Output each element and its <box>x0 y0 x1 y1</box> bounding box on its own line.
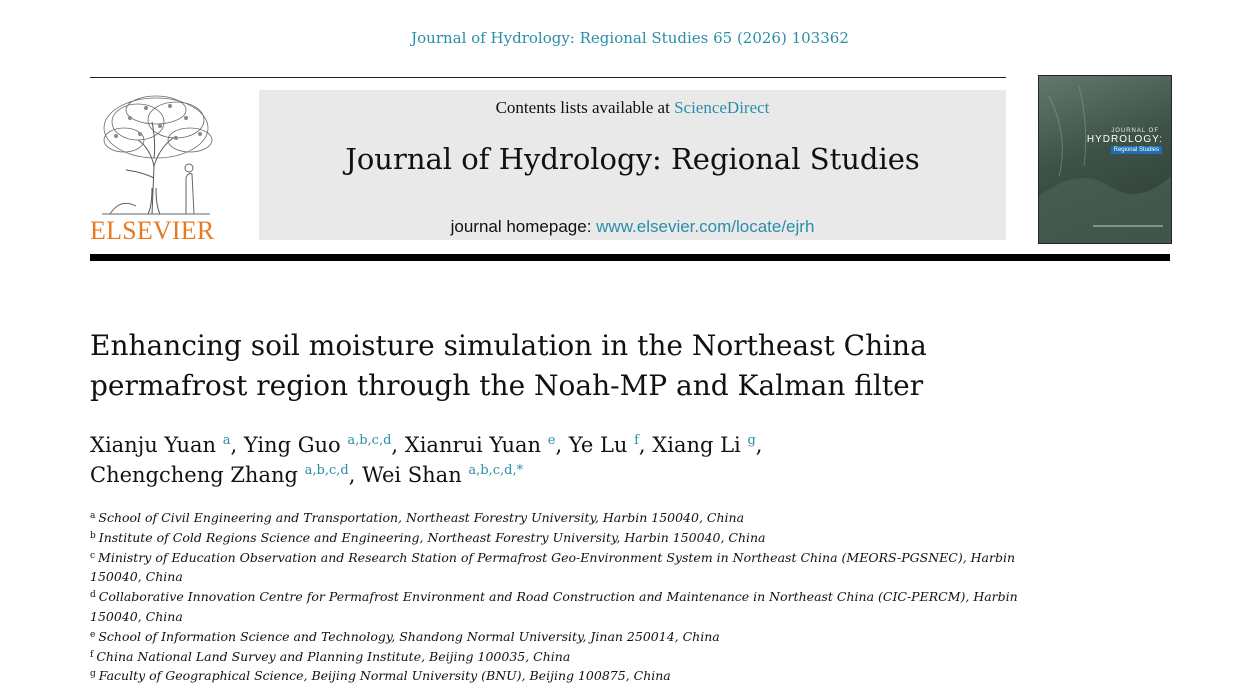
journal-citation[interactable]: Journal of Hydrology: Regional Studies 65 (2026) 103362 <box>411 29 849 47</box>
affiliation-item <box>90 528 1020 548</box>
article-title-line: Enhancing soil moisture simulation in the Northeast China <box>90 329 927 362</box>
cover-texture <box>1039 76 1171 243</box>
affiliation-text: Collaborative Innovation Centre for Permafrost Environment and Road Construction and Maintenance in Northeast China (CIC-PERCM), Harbin 150040, China <box>90 589 1018 624</box>
author-affiliation-sup[interactable]: a,b,c,d <box>347 433 392 448</box>
author-affiliation-sup[interactable]: a <box>222 433 231 448</box>
author-affiliation-sup[interactable]: a,b,c,d <box>304 463 349 478</box>
elsevier-logo[interactable] <box>90 88 230 245</box>
author-affiliation-sup[interactable]: g <box>747 433 756 448</box>
affiliation-text: School of Information Science and Technology, Shandong Normal University, Jinan 250014, China <box>98 628 720 644</box>
affiliation-label: a <box>90 511 96 521</box>
homepage-link[interactable]: www.elsevier.com/locate/ejrh <box>596 217 815 236</box>
affiliation-item <box>90 666 1020 686</box>
article-title <box>90 326 990 406</box>
top-divider <box>90 77 1006 78</box>
affiliation-label: c <box>90 550 96 561</box>
affiliation-label: b <box>90 530 96 541</box>
author-name[interactable]: Xianrui Yuan <box>404 433 542 457</box>
author-name[interactable]: Wei Shan <box>362 463 462 487</box>
affiliation-label: d <box>90 590 96 601</box>
affiliation-text: Faculty of Geographical Science, Beijing Normal University (BNU), Beijing 100875, China <box>98 668 671 684</box>
affiliation-text: Institute of Cold Regions Science and Engineering, Northeast Forestry University, Harbin 150040, China <box>98 529 766 545</box>
elsevier-wordmark: ELSEVIER <box>90 216 215 245</box>
affiliation-item <box>90 508 1020 528</box>
affiliation-list <box>90 508 1020 686</box>
affiliation-label: e <box>90 629 96 640</box>
affiliation-item <box>90 548 1020 588</box>
journal-header <box>259 90 1006 240</box>
sciencedirect-link[interactable]: ScienceDirect <box>674 98 770 117</box>
affiliation-label: f <box>90 649 94 660</box>
journal-title: Journal of Hydrology: Regional Studies <box>345 142 920 176</box>
contents-line <box>259 98 1006 118</box>
affiliation-text: Ministry of Education Observation and Research Station of Permafrost Geo-Environment System in Northeast China (MEORS-PGSNEC), Harbin 150040, China <box>90 549 1016 585</box>
affiliation-label: g <box>90 669 96 680</box>
author-name[interactable]: Xianju Yuan <box>90 433 217 457</box>
author-name[interactable]: Ying Guo <box>243 433 341 457</box>
author-affiliation-sup[interactable]: f <box>634 433 639 448</box>
affiliation-item <box>90 647 1020 667</box>
homepage-line <box>259 217 1006 237</box>
author-name[interactable]: Ye Lu <box>568 433 628 457</box>
article-title-line: permafrost region through the Noah-MP and Kalman filter <box>90 369 924 402</box>
affiliation-text: China National Land Survey and Planning Institute, Beijing 100035, China <box>96 648 571 664</box>
affiliation-text: School of Civil Engineering and Transportation, Northeast Forestry University, Harbin 150040, China <box>98 510 745 525</box>
cover-journal-line1: JOURNAL OF <box>1111 128 1159 134</box>
author-name[interactable]: Xiang Li <box>652 433 741 457</box>
cover-journal-line2: HYDROLOGY: <box>1086 134 1163 145</box>
contents-prefix: Contents lists available at <box>495 98 675 117</box>
header-divider <box>90 254 1170 261</box>
author-affiliation-sup[interactable]: a,b,c,d,* <box>468 463 524 478</box>
journal-cover-image[interactable] <box>1038 75 1172 244</box>
homepage-prefix: journal homepage: <box>450 217 597 236</box>
affiliation-item <box>90 587 1020 627</box>
author-list: Xianju Yuan $^a$, Ying Guo $^{a,b,c,d}$, Xianrui Yuan $^e$, Ye Lu $^f$, Xiang Li $^g$, Chengcheng Zhang $^{a,b,c,d}$, Wei Shan $^{a,b,c,d,*}$ <box>90 433 763 487</box>
cover-footer-line <box>1093 225 1163 227</box>
author-affiliation-sup[interactable]: e <box>547 433 556 448</box>
cover-journal-line3: Regional Studies <box>1111 146 1162 154</box>
tree-icon <box>90 88 230 216</box>
affiliation-item <box>90 627 1020 647</box>
author-name[interactable]: Chengcheng Zhang <box>90 463 298 487</box>
